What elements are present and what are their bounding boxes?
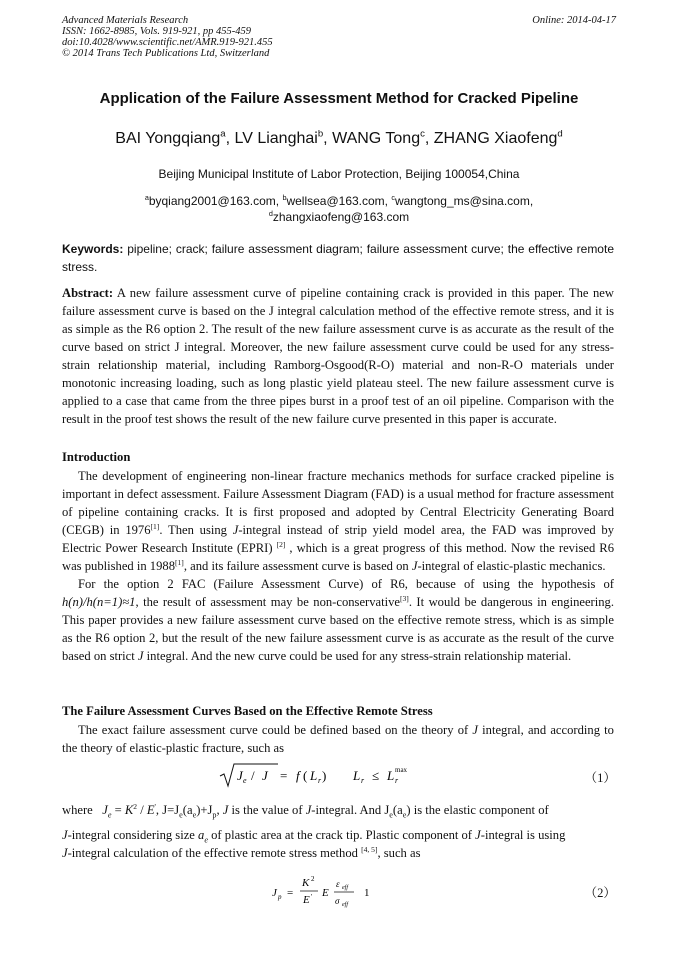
intro-paragraph-1: The development of engineering non-linear fracture mechanics methods for surface cracked pipeline is important in defect assessment. Failure Assessment Diagram (FAD) is a usual method for fracture assessment of pipeline containing cracks. It is first proposed and adopted by Central Electricity Generating Board (CEGB) in 1976[1]. Then using J-integral instead of strip yield model area, the FAD was improved by Electric Power Research Institute (EPRI) [2] , which is a great progress of this method. Now the revised R6 was published in 1988[1], and its failure assessment curve is based on J-integral of elastic-plastic mechanics.: [62, 469, 615, 573]
author-name: WANG Tong: [332, 130, 421, 147]
svg-text:f: f: [296, 768, 300, 783]
where-line: where $J_e = K^2 / E'$, $J=J_e(a_e)+J_p$, J is the value of J-integral. And $J_e(a_e)$ is the elastic component of: [62, 801, 549, 820]
equation-2-number: （2）: [584, 886, 616, 900]
email-d: zhangxiaofeng@163.com: [272, 210, 410, 224]
svg-text:eff: eff: [342, 902, 348, 908]
equation-2-svg: [270, 872, 390, 912]
author-name: LV Lianghai: [234, 130, 318, 147]
intro-heading: Introduction: [62, 450, 131, 464]
abstract: [62, 284, 614, 428]
section2-paragraph-2: J-integral considering size $a_e$ of plastic area at the crack tip. Plastic component of J-integral is using: [62, 828, 566, 845]
author-sup: b: [317, 128, 324, 140]
svg-text:max: max: [395, 766, 408, 774]
author-name: BAI Yongqiang: [115, 130, 221, 147]
keywords-label: Keywords:: [62, 242, 124, 256]
section2-heading: The Failure Assessment Curves Based on the Effective Remote Stress: [62, 704, 433, 718]
email-a: byqiang2001@163.com,: [148, 194, 280, 208]
svg-text:1: 1: [364, 887, 370, 899]
svg-text:K: K: [302, 877, 310, 889]
author-sup: c: [420, 128, 425, 140]
svg-text:): ): [322, 768, 327, 783]
svg-text:L: L: [353, 768, 361, 783]
doi: doi:10.4028/www.scientific.net/AMR.919-921.455: [62, 37, 273, 48]
abstract-label: Abstract:: [62, 286, 114, 300]
keywords: [62, 240, 614, 276]
abstract-text: A new failure assessment curve of pipeline containing crack is provided in this paper. The new failure assessment curve is based on the J integral calculation method of the effective remote stress, and it is as simple as the R6 option 2. The result of the new failure assessment curve is as accurate as the result of the curve based on strict J integral. Moreover, the new failure assessment curve could be used for any stress-strain relationship material, including Ramborg-Osgood(R-O) material and non-R-O materials under monotonic increasing loading, such as long plastic yield plateau steel. The new failure assessment curve is applied to a case that came from the three pipes burst in a proof test of an oil pipeline. Comparison with the result in the proof test shows the result of the new failure curve presented in this paper is accurate.: [62, 286, 614, 426]
author-sup: d: [557, 128, 563, 140]
copyright: © 2014 Trans Tech Publications Ltd, Switzerland: [62, 48, 270, 59]
online-date: Online: 2014-04-17: [532, 15, 616, 26]
svg-text:r: r: [361, 776, 365, 785]
svg-text:J: J: [262, 768, 268, 783]
journal-name: Advanced Materials Research: [62, 15, 189, 26]
issn: ISSN: 1662-8985, Vols. 919-921, pp 455-459: [62, 26, 251, 37]
journal-header: [62, 15, 273, 59]
email-sup: c: [391, 193, 395, 202]
equation-1: [218, 762, 418, 788]
intro-paragraph-2: For the option 2 FAC (Failure Assessment Curve) of R6, because of using the hypothesis of h(n)/h(n=1)≈1, the result of assessment may be non-conservative[3]. It would be dangerous in engineering. This paper provides a new failure assessment curve based on the effective remote stress, which is as simple as the R6 option 2, but the result of the new failure assessment curve is as accurate as the result of the curve based on strict J integral. And the new curve could be used for any stress-strain relationship material.: [62, 577, 614, 663]
svg-text:r: r: [395, 776, 399, 785]
svg-text:J: J: [237, 768, 243, 783]
author-name: ZHANG Xiaofeng: [433, 130, 558, 147]
svg-text:(: (: [303, 768, 308, 783]
svg-text:2: 2: [311, 875, 315, 883]
svg-text:ε: ε: [336, 879, 340, 889]
svg-text:/: /: [251, 768, 255, 783]
email-sup: a: [144, 193, 149, 202]
email-sup: b: [282, 193, 287, 202]
keywords-text: pipeline; crack; failure assessment diagram; failure assessment curve; the effective remote stress.: [62, 242, 614, 274]
email-sup: d: [268, 209, 273, 218]
equation-1-svg: [218, 762, 418, 788]
author-list: BAI Yongqiang$^a$, LV Lianghai$^b$, WANG Tong$^c$, ZHANG Xiaofeng$^d$: [115, 128, 563, 147]
section2-paragraph-1: The exact failure assessment curve could be defined based on the theory of J integral, and according to the theory of elastic-plastic fracture, such as: [62, 723, 614, 755]
email-b: wellsea@163.com,: [286, 194, 388, 208]
svg-text:E: E: [322, 887, 329, 899]
svg-text:r: r: [318, 776, 322, 785]
svg-text:=: =: [280, 768, 288, 783]
section2-paragraph-3: J-integral calculation of the effective remote stress method [4, 5], such as: [62, 844, 421, 860]
email-list: [0, 193, 678, 225]
affiliation: Beijing Municipal Institute of Labor Protection, Beijing 100054,China: [158, 167, 520, 181]
paper-title: Application of the Failure Assessment Method for Cracked Pipeline: [99, 90, 579, 107]
equation-2: [270, 872, 390, 912]
svg-text:e: e: [243, 776, 247, 785]
svg-text:L: L: [387, 768, 395, 783]
svg-text:σ: σ: [335, 896, 340, 906]
svg-text:p: p: [278, 893, 282, 901]
svg-text:': ': [311, 893, 313, 901]
svg-text:E: E: [303, 894, 310, 906]
svg-text:J: J: [272, 887, 277, 899]
svg-text:=: =: [287, 887, 294, 899]
svg-text:≤: ≤: [372, 768, 380, 783]
equation-1-number: （1）: [584, 771, 616, 785]
svg-text:eff: eff: [342, 885, 348, 891]
svg-text:L: L: [310, 768, 318, 783]
email-c: wangtong_ms@sina.com,: [394, 194, 534, 208]
author-sup: a: [220, 128, 226, 140]
